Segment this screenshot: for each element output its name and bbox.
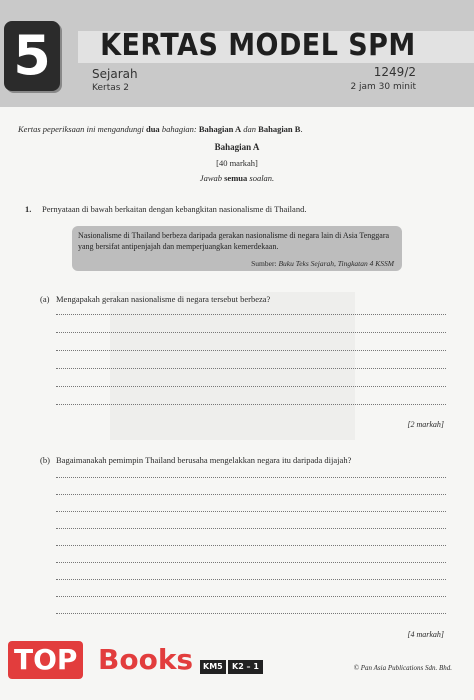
answer-line[interactable] [56, 386, 446, 387]
answer-line[interactable] [56, 350, 446, 351]
source-title: Buku Teks Sejarah, Tingkatan 4 KSSM [278, 259, 394, 268]
page-code-b: K2 – 1 [228, 660, 263, 674]
answer-line[interactable] [56, 332, 446, 333]
part-a-question: Mengapakah gerakan nasionalisme di negara tersebut berbeza? [56, 294, 271, 304]
page-code-a: KM5 [200, 660, 226, 674]
paper-code: 1249/2 [373, 65, 416, 79]
answer-line[interactable] [56, 613, 446, 614]
chapter-number-badge [4, 21, 60, 91]
paper-duration: 2 jam 30 minit [350, 82, 416, 92]
instruction-bold: semua [224, 173, 248, 183]
copyright-text: © Pan Asia Publications Sdn. Bhd. [353, 664, 452, 672]
source-prefix: Sumber: [251, 259, 279, 268]
answer-line[interactable] [56, 404, 446, 405]
quote-box [72, 226, 402, 271]
part-b-question: Bagaimanakah pemimpin Thailand berusaha mengelakkan negara itu daripada dijajah? [56, 455, 352, 465]
intro-part-a: Bahagian A [198, 124, 242, 134]
intro-part-b: Bahagian B [258, 124, 301, 134]
answer-line[interactable] [56, 368, 446, 369]
instruction-prefix: Jawab [199, 173, 225, 183]
question-text: Pernyataan di bawah berkaitan dengan kebangkitan nasionalisme di Thailand. [42, 204, 307, 214]
answer-line[interactable] [56, 596, 446, 597]
part-b-marks: [4 markah] [407, 630, 444, 639]
series-title: KERTAS MODEL SPM [100, 28, 416, 63]
answer-line[interactable] [56, 562, 446, 563]
paper-name: Kertas 2 [92, 83, 130, 93]
section-marks: [40 markah] [216, 158, 258, 168]
intro-and: dan [241, 124, 259, 134]
part-b-label: (b) [40, 455, 50, 465]
answer-line[interactable] [56, 314, 446, 315]
intro-count: dua [145, 124, 160, 134]
answer-line[interactable] [56, 528, 446, 529]
answer-line[interactable] [56, 477, 446, 478]
answer-line[interactable] [56, 545, 446, 546]
intro-middle: bahagian: [159, 124, 199, 134]
quote-text: Nasionalisme di Thailand berbeza daripada gerakan nasionalisme di negara lain di Asia Tenggara yang bersifat antipenjajah dan memperjuangkan kemerdekaan. [78, 231, 390, 251]
section-title: Bahagian A [214, 142, 260, 152]
answer-line[interactable] [56, 579, 446, 580]
topbooks-logo-top: TOP [8, 641, 83, 679]
answer-line[interactable] [56, 494, 446, 495]
chapter-number: 5 [13, 24, 51, 87]
instruction-suffix: soalan. [247, 173, 275, 183]
subject-name: Sejarah [92, 67, 138, 81]
part-a-marks: [2 markah] [407, 420, 444, 429]
answer-line[interactable] [56, 511, 446, 512]
question-number: 1. [25, 204, 32, 214]
intro-text [18, 124, 303, 134]
quote-source [251, 259, 394, 268]
part-a-label: (a) [40, 294, 50, 304]
intro-prefix: Kertas peperiksaan ini mengandungi [18, 124, 146, 134]
section-instruction [0, 173, 474, 183]
intro-end: . [300, 124, 303, 134]
topbooks-logo-books: Books [98, 643, 194, 676]
